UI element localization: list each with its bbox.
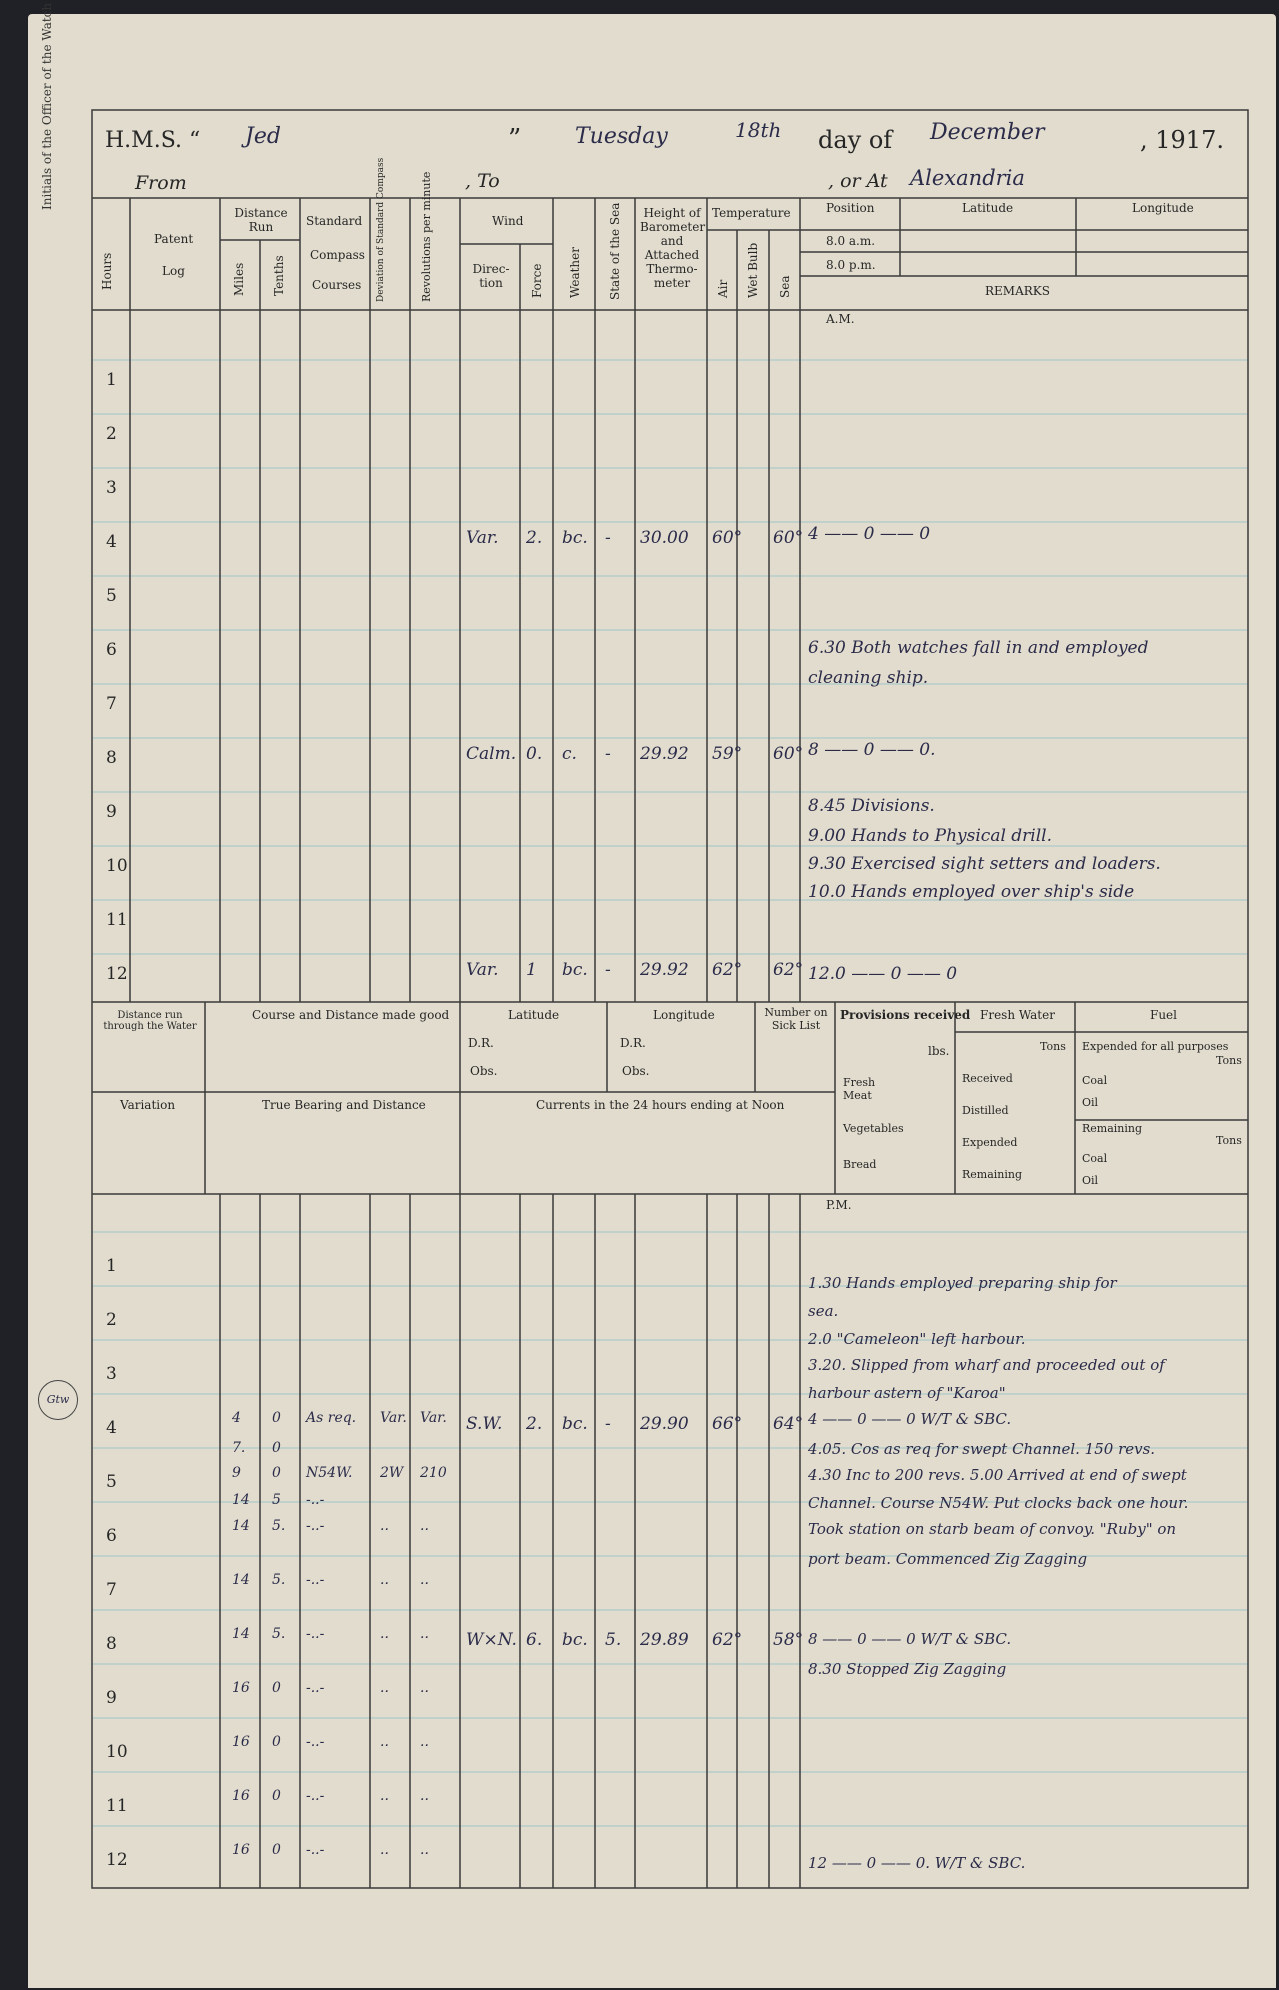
pm-log-miles: 14 bbox=[232, 1492, 250, 1508]
pm-log-miles: 14 bbox=[232, 1518, 250, 1534]
pm-remark-line: port beam. Commenced Zig Zagging bbox=[808, 1550, 1088, 1568]
col-log: Log bbox=[162, 264, 185, 278]
mid-tons-2: Tons bbox=[1216, 1054, 1242, 1067]
reading-air: 62° bbox=[712, 960, 743, 980]
pm-remark-line: 4.30 Inc to 200 revs. 5.00 Arrived at end of swept bbox=[808, 1466, 1187, 1484]
reading-dir: Calm. bbox=[466, 744, 517, 764]
pm-remark-line: 1.30 Hands employed preparing ship for bbox=[808, 1274, 1117, 1292]
col-wind: Wind bbox=[492, 214, 524, 228]
reading-weather: c. bbox=[562, 744, 577, 764]
reading-force: 6. bbox=[526, 1630, 543, 1650]
pm-log-tenths: 0 bbox=[272, 1788, 281, 1804]
to-label: , To bbox=[465, 170, 500, 192]
pm-log-tenths: 0 bbox=[272, 1440, 281, 1456]
am-hour-label: 1 bbox=[106, 370, 117, 390]
mid-variation: Variation bbox=[120, 1098, 176, 1112]
pm-log-tenths: 0 bbox=[272, 1465, 281, 1481]
mid-dr-1: D.R. bbox=[468, 1036, 494, 1050]
pm-log-tenths: 0 bbox=[272, 1734, 281, 1750]
ship-name: Jed bbox=[245, 124, 281, 149]
reading-sea_state: 5. bbox=[605, 1630, 622, 1650]
reading-sea: 58° bbox=[773, 1630, 804, 1650]
reading-weather: bc. bbox=[562, 1414, 588, 1434]
pm-remark-line: 4.05. Cos as req for swept Channel. 150 revs. bbox=[808, 1440, 1156, 1458]
mid-remaining: Remaining bbox=[962, 1168, 1023, 1181]
reading-air: 66° bbox=[712, 1414, 743, 1434]
reading-sea_state: - bbox=[605, 1414, 611, 1434]
pm-hour-label: 8 bbox=[106, 1634, 117, 1654]
col-weather: Weather bbox=[568, 247, 582, 298]
mid-latitude: Latitude bbox=[508, 1008, 560, 1022]
pm-remark-line: Channel. Course N54W. Put clocks back one hour. bbox=[808, 1494, 1189, 1512]
am-remark-line: cleaning ship. bbox=[808, 668, 929, 688]
col-deviation: Deviation of Standard Compass bbox=[376, 157, 386, 302]
mid-obs-1: Obs. bbox=[470, 1064, 498, 1078]
reading-sea: 62° bbox=[773, 960, 804, 980]
col-miles: Miles bbox=[232, 262, 246, 296]
mid-lbs: lbs. bbox=[928, 1044, 950, 1058]
reading-weather: bc. bbox=[562, 528, 588, 548]
col-tenths: Tenths bbox=[272, 255, 286, 296]
am-hour-label: 10 bbox=[106, 856, 128, 876]
reading-force: 2. bbox=[526, 528, 543, 548]
reading-air: 62° bbox=[712, 1630, 743, 1650]
reading-force: 0. bbox=[526, 744, 543, 764]
year: , 1917. bbox=[1140, 126, 1224, 154]
pm-hour-label: 9 bbox=[106, 1688, 117, 1708]
mid-tons-3: Tons bbox=[1216, 1134, 1242, 1147]
side-label: Initials of the Officer of the Watch bbox=[40, 2, 54, 210]
mid-longitude: Longitude bbox=[653, 1008, 715, 1022]
pm-log-dev: .. bbox=[380, 1626, 389, 1642]
reading-baro: 29.92 bbox=[640, 744, 689, 764]
pm-log-dev: Var. bbox=[380, 1410, 407, 1426]
pm-remark-line: 4 —— 0 —— 0 W/T & SBC. bbox=[808, 1410, 1012, 1428]
pm-hour-label: 3 bbox=[106, 1364, 117, 1384]
am-hour-label: 5 bbox=[106, 586, 117, 606]
pm-log-miles: 14 bbox=[232, 1626, 250, 1642]
pm-log-miles: 4 bbox=[232, 1410, 241, 1426]
reading-sea_state: - bbox=[605, 528, 611, 548]
col-air: Air bbox=[716, 279, 730, 298]
reading-air: 60° bbox=[712, 528, 743, 548]
mid-tons-1: Tons bbox=[1040, 1040, 1066, 1053]
pm-log-rev: .. bbox=[420, 1680, 429, 1696]
col-latitude: Latitude bbox=[962, 201, 1014, 215]
mid-bread: Bread bbox=[843, 1158, 877, 1171]
pm-log-course: -..- bbox=[306, 1626, 325, 1642]
col-compass: Compass bbox=[310, 248, 365, 262]
am-remark-line: 6.30 Both watches fall in and employed bbox=[808, 638, 1149, 658]
hms-label: H.M.S. “ bbox=[105, 128, 201, 153]
mid-expended-all: Expended for all purposes bbox=[1082, 1040, 1229, 1053]
pm-log-miles: 16 bbox=[232, 1788, 250, 1804]
pm-remark-line: 8 —— 0 —— 0 W/T & SBC. bbox=[808, 1630, 1012, 1648]
quote-close: ” bbox=[508, 124, 522, 154]
pm-log-miles: 16 bbox=[232, 1734, 250, 1750]
am-hour-label: 4 bbox=[106, 532, 117, 552]
reading-sea: 64° bbox=[773, 1414, 804, 1434]
am-remark-line: 8.45 Divisions. bbox=[808, 796, 935, 816]
am-hour-label: 8 bbox=[106, 748, 117, 768]
mid-coal-1: Coal bbox=[1082, 1074, 1108, 1087]
pm-log-dev: .. bbox=[380, 1788, 389, 1804]
pm-log-miles: 9 bbox=[232, 1465, 241, 1481]
reading-weather: bc. bbox=[562, 960, 588, 980]
pm-log-dev: .. bbox=[380, 1572, 389, 1588]
am-remark-line: 9.00 Hands to Physical drill. bbox=[808, 826, 1053, 846]
reading-baro: 29.90 bbox=[640, 1414, 689, 1434]
reading-dir: S.W. bbox=[466, 1414, 503, 1434]
col-hours: Hours bbox=[100, 252, 114, 290]
mid-sick: Number on Sick List bbox=[764, 1006, 828, 1032]
pm-log-dev: .. bbox=[380, 1842, 389, 1858]
pm-log-dev: .. bbox=[380, 1734, 389, 1750]
am-hour-label: 3 bbox=[106, 478, 117, 498]
reading-sea_state: - bbox=[605, 960, 611, 980]
mid-dr-2: D.R. bbox=[620, 1036, 646, 1050]
pm-label: P.M. bbox=[826, 1198, 852, 1212]
pm-log-tenths: 5. bbox=[272, 1518, 286, 1534]
col-direction: Direc-tion bbox=[472, 262, 510, 290]
from-label: From bbox=[135, 172, 187, 194]
pm-log-rev: 210 bbox=[420, 1465, 447, 1481]
pm-log-course: As req. bbox=[306, 1410, 357, 1426]
reading-dir: Var. bbox=[466, 960, 499, 980]
reading-force: 2. bbox=[526, 1414, 543, 1434]
col-8pm: 8.0 p.m. bbox=[826, 258, 876, 272]
am-hour-label: 9 bbox=[106, 802, 117, 822]
pm-log-dev: .. bbox=[380, 1680, 389, 1696]
am-remark-line: 8 —— 0 —— 0. bbox=[808, 740, 936, 760]
am-remark-line: 10.0 Hands employed over ship's side bbox=[808, 882, 1135, 902]
pm-log-tenths: 0 bbox=[272, 1410, 281, 1426]
col-patent: Patent bbox=[154, 232, 194, 246]
reading-sea: 60° bbox=[773, 528, 804, 548]
am-hour-label: 7 bbox=[106, 694, 117, 714]
am-remark-line: 4 —— 0 —— 0 bbox=[808, 524, 931, 544]
mid-fuel: Fuel bbox=[1150, 1008, 1177, 1022]
day-of-label: day of bbox=[818, 126, 893, 154]
month: December bbox=[930, 120, 1045, 145]
pm-remark-line: 12 —— 0 —— 0. W/T & SBC. bbox=[808, 1854, 1026, 1872]
or-at-label: , or At bbox=[828, 170, 888, 192]
mid-remaining-fuel: Remaining bbox=[1082, 1122, 1143, 1135]
am-label: A.M. bbox=[826, 312, 855, 326]
col-barometer: Height of Barometer and Attached Thermo-meter bbox=[640, 206, 706, 290]
mid-expended: Expended bbox=[962, 1136, 1018, 1149]
pm-log-miles: 16 bbox=[232, 1680, 250, 1696]
reading-force: 1 bbox=[526, 960, 537, 980]
reading-baro: 30.00 bbox=[640, 528, 689, 548]
pm-log-rev: .. bbox=[420, 1518, 429, 1534]
pm-log-tenths: 5. bbox=[272, 1626, 286, 1642]
col-sea: Sea bbox=[778, 275, 792, 298]
mid-coal-2: Coal bbox=[1082, 1152, 1108, 1165]
mid-provisions: Provisions received bbox=[840, 1008, 971, 1022]
day-name: Tuesday bbox=[575, 124, 668, 149]
pm-log-tenths: 0 bbox=[272, 1680, 281, 1696]
am-remark-line: 9.30 Exercised sight setters and loaders. bbox=[808, 854, 1161, 874]
pm-log-miles: 16 bbox=[232, 1842, 250, 1858]
am-hour-label: 6 bbox=[106, 640, 117, 660]
pm-log-tenths: 0 bbox=[272, 1842, 281, 1858]
pm-log-course: -..- bbox=[306, 1572, 325, 1588]
pm-log-course: -..- bbox=[306, 1734, 325, 1750]
col-courses: Courses bbox=[312, 278, 362, 292]
pm-log-dev: .. bbox=[380, 1518, 389, 1534]
am-hour-label: 12 bbox=[106, 964, 128, 984]
am-hour-label: 11 bbox=[106, 910, 128, 930]
pm-log-tenths: 5. bbox=[272, 1572, 286, 1588]
reading-sea_state: - bbox=[605, 744, 611, 764]
pm-log-course: -..- bbox=[306, 1518, 325, 1534]
reading-baro: 29.89 bbox=[640, 1630, 689, 1650]
pm-log-rev: .. bbox=[420, 1788, 429, 1804]
col-longitude: Longitude bbox=[1132, 201, 1194, 215]
pm-remark-line: harbour astern of "Karoa" bbox=[808, 1384, 1006, 1402]
col-distance-run: Distance Run bbox=[234, 206, 288, 234]
reading-air: 59° bbox=[712, 744, 743, 764]
pm-log-rev: Var. bbox=[420, 1410, 447, 1426]
reading-dir: Var. bbox=[466, 528, 499, 548]
pm-log-course: -..- bbox=[306, 1492, 325, 1508]
pm-log-course: N54W. bbox=[306, 1465, 353, 1481]
place: Alexandria bbox=[910, 166, 1025, 190]
col-position: Position bbox=[826, 201, 875, 215]
mid-fresh-meat: Fresh Meat bbox=[843, 1076, 876, 1102]
pm-log-rev: .. bbox=[420, 1842, 429, 1858]
mid-vegetables: Vegetables bbox=[843, 1122, 904, 1135]
pm-log-rev: .. bbox=[420, 1572, 429, 1588]
reading-dir: W×N. bbox=[466, 1630, 517, 1650]
am-remark-line: 12.0 —— 0 —— 0 bbox=[808, 964, 958, 984]
date-number: 18th bbox=[735, 118, 782, 142]
col-wet-bulb: Wet Bulb bbox=[746, 242, 760, 298]
col-temperature: Temperature bbox=[712, 206, 791, 220]
officer-initials: Gtw bbox=[38, 1380, 78, 1420]
pm-log-miles: 7. bbox=[232, 1440, 246, 1456]
mid-distilled: Distilled bbox=[962, 1104, 1009, 1117]
col-8am: 8.0 a.m. bbox=[826, 234, 876, 248]
col-state-sea: State of the Sea bbox=[608, 202, 622, 300]
mid-oil-2: Oil bbox=[1082, 1174, 1099, 1187]
pm-hour-label: 6 bbox=[106, 1526, 117, 1546]
pm-hour-label: 4 bbox=[106, 1418, 117, 1438]
pm-log-rev: .. bbox=[420, 1626, 429, 1642]
mid-dist-water: Distance run through the Water bbox=[103, 1010, 197, 1032]
mid-currents: Currents in the 24 hours ending at Noon bbox=[536, 1098, 785, 1112]
col-remarks: REMARKS bbox=[985, 284, 1050, 298]
col-force: Force bbox=[530, 263, 544, 298]
mid-true-bearing: True Bearing and Distance bbox=[262, 1098, 426, 1112]
reading-sea: 60° bbox=[773, 744, 804, 764]
pm-remark-line: Took station on starb beam of convoy. "Ruby" on bbox=[808, 1520, 1177, 1538]
reading-baro: 29.92 bbox=[640, 960, 689, 980]
mid-course-made: Course and Distance made good bbox=[252, 1008, 450, 1022]
pm-hour-label: 10 bbox=[106, 1742, 128, 1762]
pm-log-miles: 14 bbox=[232, 1572, 250, 1588]
pm-remark-line: 3.20. Slipped from wharf and proceeded out of bbox=[808, 1356, 1165, 1374]
mid-received: Received bbox=[962, 1072, 1013, 1085]
mid-fresh-water: Fresh Water bbox=[980, 1008, 1055, 1022]
col-standard: Standard bbox=[306, 214, 363, 228]
pm-log-rev: .. bbox=[420, 1734, 429, 1750]
pm-remark-line: 8.30 Stopped Zig Zagging bbox=[808, 1660, 1007, 1678]
pm-hour-label: 5 bbox=[106, 1472, 117, 1492]
pm-log-course: -..- bbox=[306, 1680, 325, 1696]
pm-log-course: -..- bbox=[306, 1788, 325, 1804]
pm-hour-label: 1 bbox=[106, 1256, 117, 1276]
pm-hour-label: 12 bbox=[106, 1850, 128, 1870]
pm-hour-label: 2 bbox=[106, 1310, 117, 1330]
pm-log-dev: 2W bbox=[380, 1465, 404, 1481]
col-revolutions: Revolutions per minute bbox=[420, 171, 433, 302]
pm-log-course: -..- bbox=[306, 1842, 325, 1858]
mid-oil-1: Oil bbox=[1082, 1096, 1099, 1109]
reading-weather: bc. bbox=[562, 1630, 588, 1650]
am-hour-label: 2 bbox=[106, 424, 117, 444]
pm-hour-label: 7 bbox=[106, 1580, 117, 1600]
mid-obs-2: Obs. bbox=[622, 1064, 650, 1078]
pm-log-tenths: 5 bbox=[272, 1492, 281, 1508]
pm-remark-line: 2.0 "Cameleon" left harbour. bbox=[808, 1330, 1026, 1348]
pm-hour-label: 11 bbox=[106, 1796, 128, 1816]
pm-remark-line: sea. bbox=[808, 1302, 839, 1320]
